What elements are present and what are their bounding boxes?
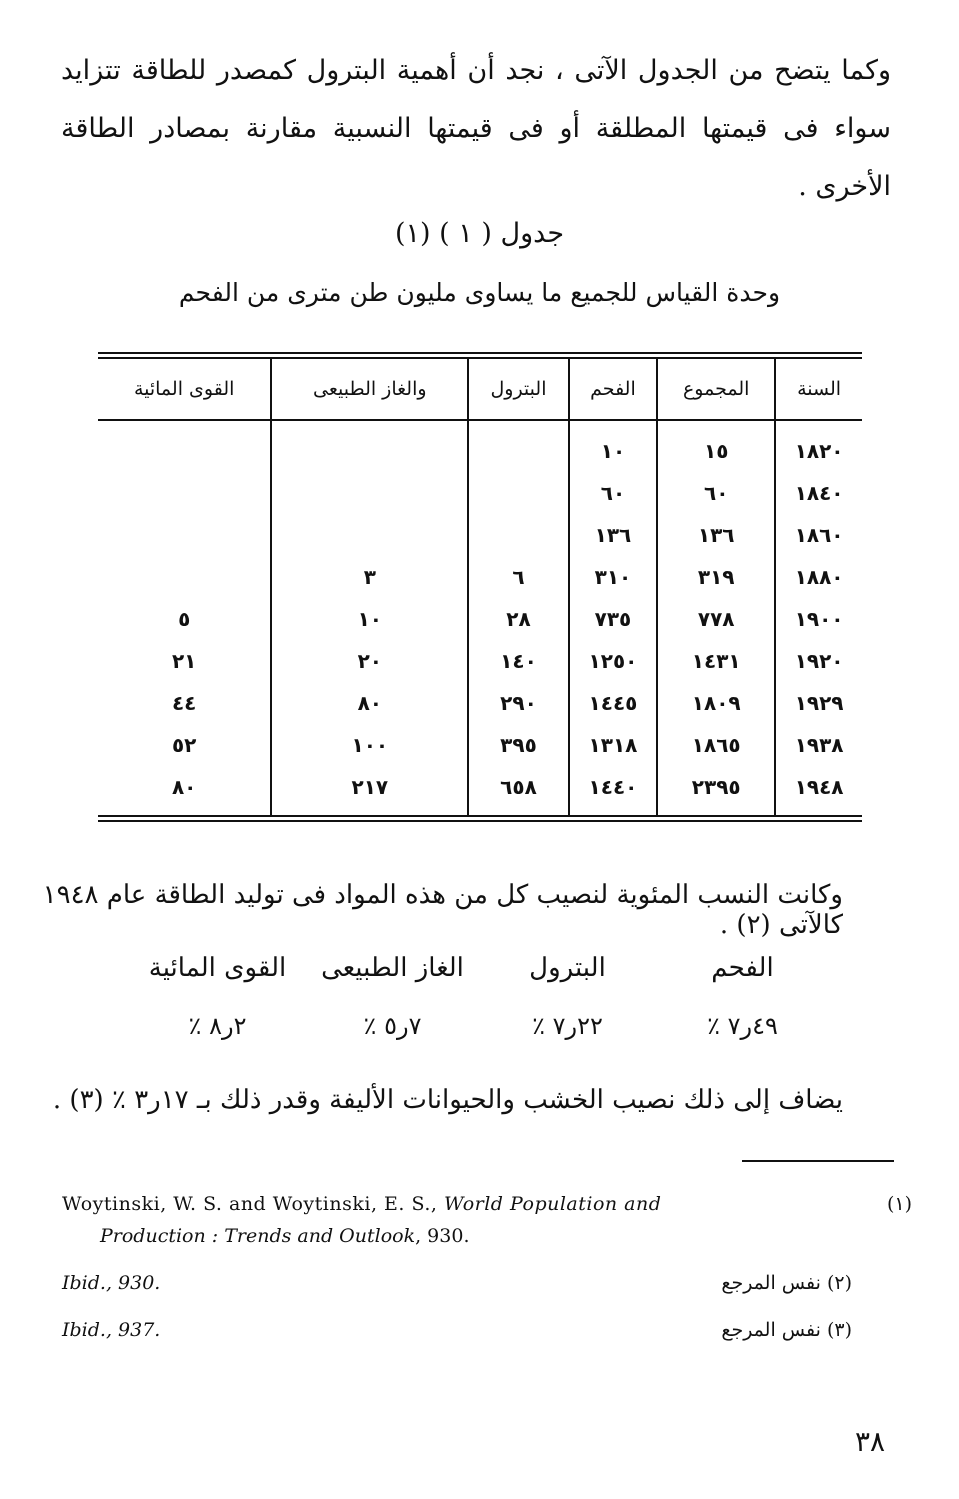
table-subcaption: وحدة القياس للجميع ما يساوى مليون طن مترى من الفحم: [178, 278, 781, 307]
table-row: [98, 472, 862, 514]
cell-hydro-power: ٢١: [171, 649, 197, 673]
footnote-1-authors: Woytinski, W. S. and Woytinski, E. S.,: [62, 1193, 444, 1215]
share-label-coal: الفحم: [711, 953, 774, 983]
share-labels: [130, 953, 830, 983]
cell-coal: ١٢٥٠: [569, 640, 657, 682]
header-coal: الفحم: [569, 359, 657, 420]
footnote-1-title-a: World Population and: [443, 1193, 662, 1215]
cell-hydro-power: [98, 472, 271, 514]
cell-petroleum: ٢٨: [468, 598, 568, 640]
cell-total: ٧٧٨: [657, 598, 775, 640]
cell-coal: ١٣١٨: [569, 724, 657, 766]
cell-natural-gas: [271, 472, 468, 514]
cell-coal: ٣١٠: [569, 556, 657, 598]
cell-natural-gas: ٣: [271, 556, 468, 598]
cell-total: ٦٠: [657, 472, 775, 514]
cell-natural-gas: ٨٠: [271, 682, 468, 724]
cell-coal: ٦٠: [569, 472, 657, 514]
table-row: [98, 556, 862, 598]
share-values: [130, 1012, 830, 1040]
table-row: [98, 766, 862, 815]
table-row: [98, 724, 862, 766]
table-row: [98, 420, 862, 472]
footnote-1-number: (١): [886, 1193, 912, 1215]
footnote-3-en: Ibid., 937.: [62, 1319, 161, 1341]
share-value-petroleum: ٢٢ر٧ ٪: [532, 1012, 603, 1040]
cell-coal: ١٠: [569, 420, 657, 472]
share-label-petroleum: البترول: [529, 953, 606, 983]
cell-year: ١٩٣٨: [775, 724, 862, 766]
cell-petroleum: ٣٩٥: [468, 724, 568, 766]
cell-hydro-power: [98, 556, 271, 598]
header-petroleum: البترول: [468, 359, 568, 420]
cell-total: ١٣٦: [657, 514, 775, 556]
cell-natural-gas: [271, 420, 468, 472]
cell-year: ١٨٢٠: [775, 420, 862, 472]
cell-coal: ١٤٤٠: [569, 766, 657, 815]
cell-coal: ١٤٤٥: [569, 682, 657, 724]
page-number: ٣٨: [855, 1425, 886, 1458]
cell-petroleum: [468, 420, 568, 472]
cell-year: ١٩٠٠: [775, 598, 862, 640]
cell-total: ١٤٣١: [657, 640, 775, 682]
cell-hydro-power: ٨٠: [171, 775, 197, 799]
footnote-divider: [742, 1160, 894, 1162]
cell-petroleum: [468, 514, 568, 556]
header-hydro-power: القوى المائية: [98, 359, 271, 420]
cell-coal: ١٣٦: [569, 514, 657, 556]
cell-hydro-power: [98, 514, 271, 556]
energy-table: [98, 352, 862, 822]
share-value-hydro-power: ٢ر٨ ٪: [188, 1012, 247, 1040]
cell-hydro-power: [98, 420, 271, 472]
footnote-1-title-b: Production : Trends and Outlook: [100, 1225, 416, 1247]
intro-paragraph: وكما يتضح من الجدول الآتى ، نجد أن أهمية البترول كمصدر للطاقة تتزايد سواء فى قيمتها المطلقة أو فى قيمتها النسبية مقارنة بمصادر الطاقة الأخرى .: [61, 55, 891, 202]
table-row: [98, 514, 862, 556]
share-label-hydro-power: القوى المائية: [148, 953, 287, 983]
cell-year: ١٨٦٠: [775, 514, 862, 556]
cell-natural-gas: [271, 514, 468, 556]
cell-year: ١٩٢٠: [775, 640, 862, 682]
cell-year: ١٩٢٩: [775, 682, 862, 724]
cell-petroleum: ٦٥٨: [468, 766, 568, 815]
cell-hydro-power: ٥: [178, 607, 191, 631]
footnote-3-ar: (٣) نفس المرجع: [721, 1319, 852, 1341]
header-year: السنة: [775, 359, 862, 420]
cell-natural-gas: ١٠: [271, 598, 468, 640]
cell-total: ١٥: [657, 420, 775, 472]
table-body: [98, 420, 862, 815]
cell-year: ١٨٤٠: [775, 472, 862, 514]
cell-total: ١٨٦٥: [657, 724, 775, 766]
cell-petroleum: [468, 472, 568, 514]
cell-total: ٣١٩: [657, 556, 775, 598]
cell-natural-gas: ٢١٧: [271, 766, 468, 815]
table-caption: جدول ( ١ ) (١): [394, 218, 565, 249]
header-natural-gas: والغاز الطبيعى: [271, 359, 468, 420]
cell-natural-gas: ٢٠: [271, 640, 468, 682]
cell-hydro-power: ٥٢: [171, 733, 197, 757]
cell-coal: ٧٣٥: [569, 598, 657, 640]
footnote-2-en: Ibid., 930.: [62, 1272, 161, 1294]
cell-year: ١٨٨٠: [775, 556, 862, 598]
footnote-1-page: , 930.: [415, 1225, 470, 1247]
table-row: [98, 598, 862, 640]
share-value-natural-gas: ٧ر٥ ٪: [363, 1012, 422, 1040]
table-header-row: [98, 359, 862, 420]
cell-natural-gas: ١٠٠: [271, 724, 468, 766]
cell-petroleum: ١٤٠: [468, 640, 568, 682]
footnote-2-ar: (٢) نفس المرجع: [721, 1272, 852, 1294]
share-value-coal: ٤٩ر٧ ٪: [707, 1012, 778, 1040]
cell-hydro-power: ٤٤: [171, 691, 197, 715]
cell-year: ١٩٤٨: [775, 766, 862, 815]
table-row: [98, 682, 862, 724]
table-row: [98, 640, 862, 682]
cell-petroleum: ٢٩٠: [468, 682, 568, 724]
extra-note: يضاف إلى ذلك نصيب الخشب والحيوانات الأليفة وقدر ذلك بـ ١٧ر٣ ٪ (٣) .: [52, 1085, 843, 1115]
share-note: وكانت النسب المئوية لنصيب كل من هذه المواد فى توليد الطاقة عام ١٩٤٨ كالآتى (٢) .: [42, 880, 843, 940]
cell-petroleum: ٦: [468, 556, 568, 598]
share-label-natural-gas: الغاز الطبيعى: [321, 953, 464, 983]
footnote-1: [62, 1188, 912, 1252]
header-total: المجموع: [657, 359, 775, 420]
cell-total: ١٨٠٩: [657, 682, 775, 724]
cell-total: ٢٣٩٥: [657, 766, 775, 815]
